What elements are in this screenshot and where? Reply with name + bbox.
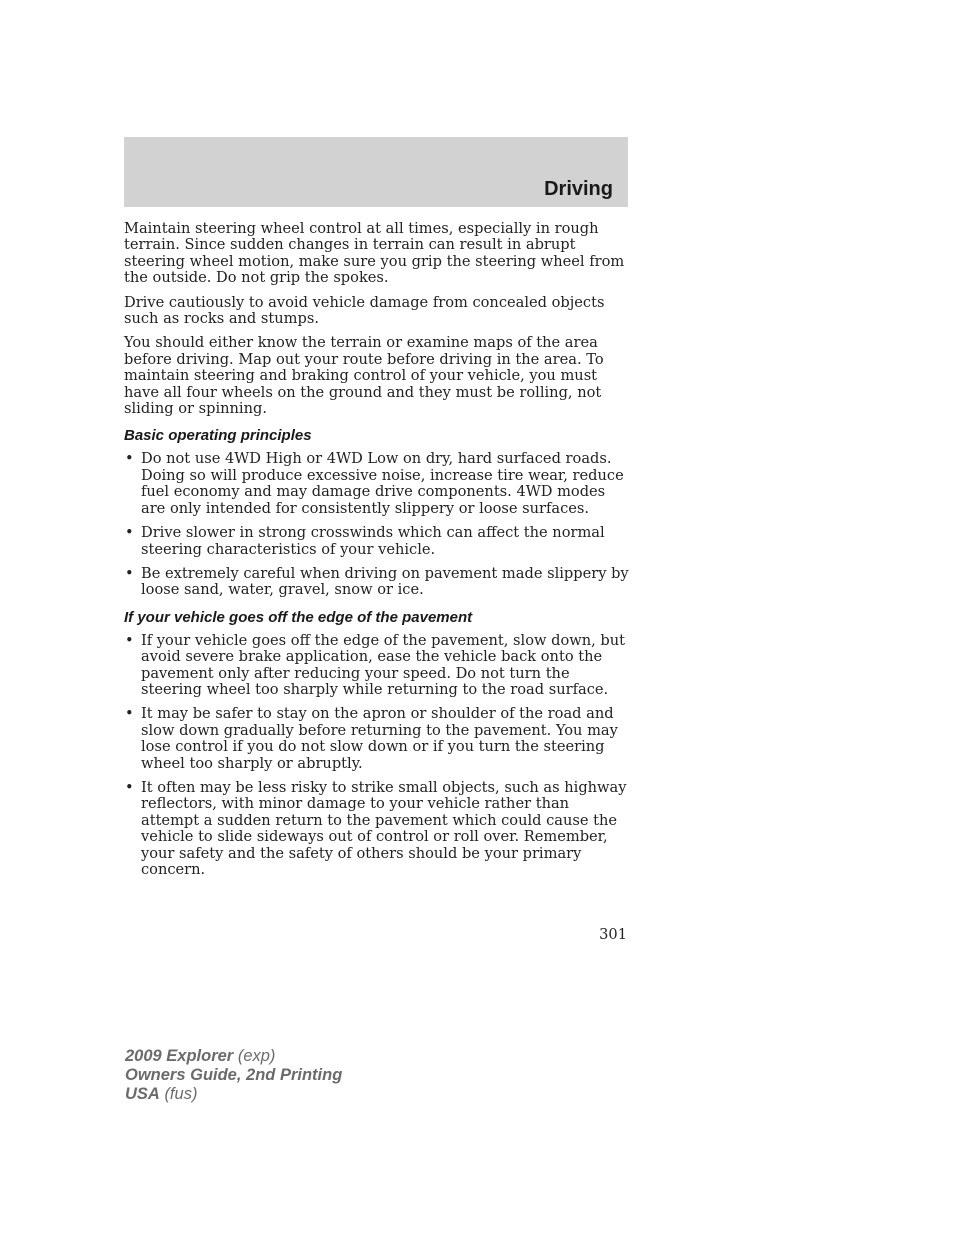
list-item-text: Do not use 4WD High or 4WD Low on dry, hard surfaced roads. Doing so will produce excessive noise, increase tire wear, reduce fuel economy and may damage drive components. 4WD modes are only intended for consistently slippery or loose surfaces. [141,450,624,517]
page-number: 301 [599,926,627,943]
list-item-text: It often may be less risky to strike small objects, such as highway reflectors, with minor damage to your vehicle rather than attempt a sudden return to the pavement which could cause the vehicle to slide sideways out of control or roll over. Remember, your safety and the safety of others should be your primary concern. [141,778,627,878]
footer-model: 2009 Explorer [125,1047,234,1065]
list-item-text: Be extremely careful when driving on pavement made slippery by loose sand, water, gravel, snow or ice. [141,564,629,599]
footer-edition: Owners Guide, 2nd Printing [125,1066,343,1084]
footer-line [125,1066,342,1085]
chapter-title: Driving [544,178,613,200]
bullet-list [124,633,630,879]
section-heading: If your vehicle goes off the edge of the pavement [124,608,473,626]
bullet-icon: • [125,631,134,649]
list-item [124,525,630,558]
bullet-icon: • [125,524,134,542]
bullet-icon: • [125,778,134,796]
bullet-icon: • [125,705,134,723]
body-paragraph: Drive cautiously to avoid vehicle damage from concealed objects such as rocks and stumps. [124,293,605,328]
list-item [124,780,630,878]
chapter-header-band [124,137,628,207]
document-footer [125,1047,342,1104]
section-heading: Basic operating principles [124,427,312,445]
bullet-list [124,451,630,598]
footer-model-code: (exp) [237,1047,276,1065]
main-content [124,221,630,886]
list-item-text: Drive slower in strong crosswinds which can affect the normal steering characteristics of your vehicle. [141,524,605,558]
body-paragraph: Maintain steering wheel control at all times, especially in rough terrain. Since sudden changes in terrain can result in abrupt steering wheel motion, make sure you grip the steering wheel from the outside. Do not grip the spokes. [124,220,625,287]
list-item-text: It may be safer to stay on the apron or shoulder of the road and slow down gradually before returning to the pavement. You may lose control if you do not slow down or if you turn the steering wheel too sharply or abruptly. [141,705,618,772]
footer-market: USA [125,1085,160,1103]
bullet-icon: • [125,564,134,582]
body-paragraph: You should either know the terrain or examine maps of the area before driving. Map out your route before driving in the area. To maintain steering and braking control of your vehicle, you must have all four wheels on the ground and they must be rolling, not sliding or spinning. [124,334,604,418]
footer-line [125,1047,342,1066]
footer-market-code: (fus) [164,1085,198,1103]
list-item [124,633,630,699]
list-item [124,706,630,772]
list-item [124,566,630,599]
bullet-icon: • [125,450,134,468]
list-item-text: If your vehicle goes off the edge of the pavement, slow down, but avoid severe brake application, ease the vehicle back onto the pavement only after reducing your speed. Do not turn the steering wheel too sharply while returning to the road surface. [141,631,626,698]
footer-line [125,1085,342,1104]
list-item [124,451,630,517]
